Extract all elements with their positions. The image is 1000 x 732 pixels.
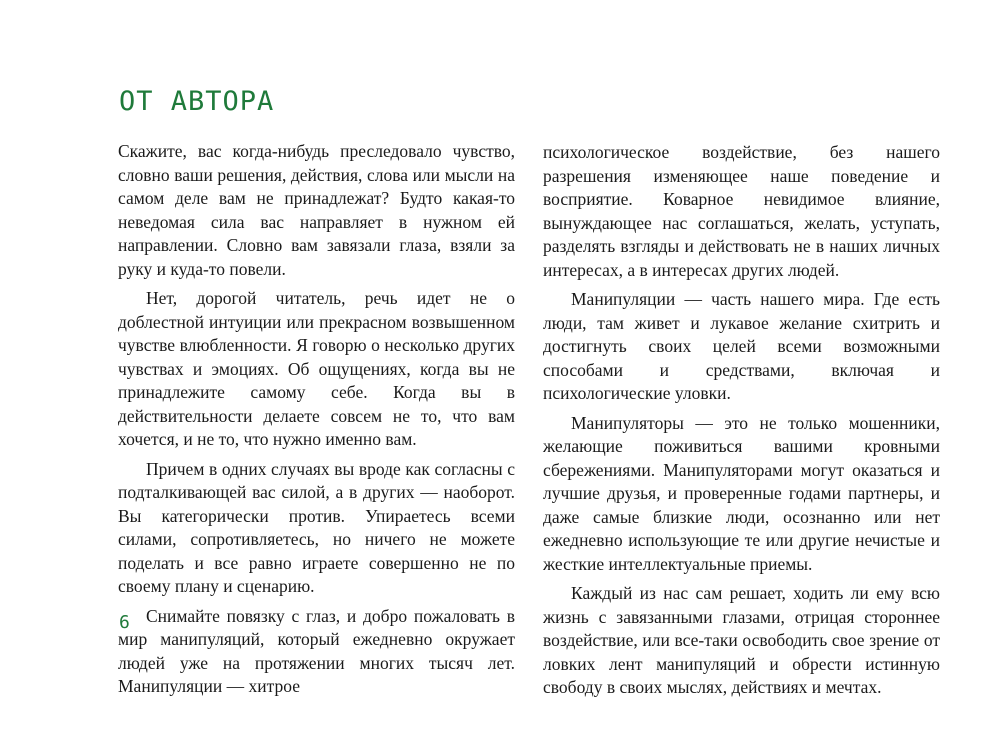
paragraph: Манипуляторы — это не только мошенники, желающие поживиться вашими кровными сбережениями. Манипуляторами могут оказаться и лучшие друзья, и проверенные годами партнеры, и даже самые близкие люди, осознанно или нет ежедневно использующие те или другие нечистые и жесткие интеллектуальные приемы.	[543, 412, 940, 574]
paragraph: Манипуляции — часть нашего мира. Где есть люди, там живет и лукавое желание схитрить и достигнуть своих целей всеми возможными способами и средствами, включая и психологические уловки.	[543, 289, 940, 403]
page-number: 6	[119, 612, 130, 633]
chapter-heading: ОТ АВТОРА	[119, 86, 275, 117]
paragraph: Снимайте повязку с глаз, и добро пожаловать в мир манипуляций, который ежедневно окружает людей уже на протяжении многих тысяч лет. Манипуляции — хитрое	[118, 605, 515, 696]
text-column-right	[543, 141, 940, 706]
paragraph: психологическое воздействие, без нашего разрешения изменяющее наше поведение и восприятие. Коварное невидимое влияние, вынуждающее нас соглашаться, желать, уступать, разделять взгляды и действовать не в наших личных интересах, а в интересах других людей.	[543, 142, 940, 280]
paragraph: Причем в одних случаях вы вроде как согласны с подталкивающей вас силой, а в других — наоборот. Вы категорически против. Упираетесь всеми силами, сопротивляетесь, но ничего не можете поделать и все равно играете совершенно не по своему плану и сценарию.	[118, 458, 515, 596]
paragraph: Скажите, вас когда-нибудь преследовало чувство, словно ваши решения, действия, слова или мысли на самом деле вам не принадлежат? Будто какая-то неведомая сила вас направляет в нужном ей направлении. Словно вам завязали глаза, взяли за руку и куда-то повели.	[118, 141, 515, 279]
paragraph: Каждый из нас сам решает, ходить ли ему всю жизнь с завязанными глазами, отрицая стороннее воздействие, или все-таки освободить свое зрение от ловких лент манипуляций и обрести истинную свободу в своих мыслях, действиях и мечтах.	[543, 583, 940, 697]
paragraph: Нет, дорогой читатель, речь идет не о доблестной интуиции или прекрасном возвышенном чувстве влюбленности. Я говорю о несколько других чувствах и эмоциях. Об ощущениях, когда вы не принадлежите самому себе. Когда вы в действительности делаете совсем не то, что вам хочется, и не то, что нужно именно вам.	[118, 288, 515, 449]
text-column-left	[118, 140, 515, 705]
